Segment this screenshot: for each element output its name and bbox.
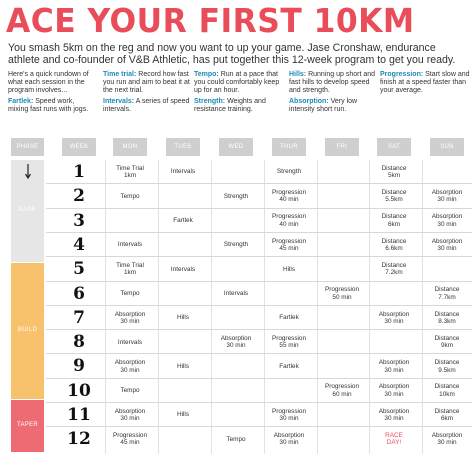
header-sun: SUN	[430, 138, 464, 156]
session-text: Distance	[381, 189, 407, 197]
session-text: 9km	[440, 342, 454, 350]
legend-term: Progression:	[380, 71, 424, 78]
session-cell-sat	[368, 432, 420, 447]
session-text: 55 min	[279, 342, 299, 350]
session-text: Absorption	[431, 432, 463, 440]
session-cell-mon	[104, 193, 156, 200]
session-cell-thur	[263, 363, 315, 370]
session-cell-tues	[157, 314, 209, 321]
session-text: Distance	[434, 383, 460, 391]
session-text: Fartlek	[173, 217, 193, 225]
session-cell-sun	[421, 383, 473, 398]
session-text: Distance	[434, 286, 460, 294]
session-cell-fri	[316, 383, 368, 398]
session-text: Distance	[381, 261, 407, 269]
session-text: 8.3km	[438, 317, 456, 325]
week-number: 8	[73, 332, 85, 353]
session-legend	[8, 71, 470, 128]
legend-term: Time trial:	[103, 71, 137, 78]
week-number: 5	[73, 259, 85, 280]
session-text: 45 min	[279, 245, 299, 253]
session-cell-thur	[263, 335, 315, 350]
column-divider	[211, 160, 212, 454]
legend-desc: Start slow and finish at a speed faster than your average.	[380, 71, 470, 95]
header-tues: TUES	[166, 138, 200, 156]
session-text: Intervals	[117, 338, 143, 346]
session-text: Strength	[276, 168, 302, 176]
legend-intervals	[103, 98, 191, 114]
column-divider	[317, 160, 318, 454]
intro-paragraph: You smash 5km on the reg and now you want to up your game. Jase Cronshaw, endurance athlete and co-founder of V&B Athletic, has put together this 12-week program to get you ready.	[8, 42, 456, 66]
session-cell-sat	[368, 262, 420, 277]
session-text: Progression	[324, 286, 360, 294]
session-text: 30 min	[120, 317, 140, 325]
row-divider	[46, 208, 472, 209]
week-number: 7	[73, 307, 85, 328]
session-cell-sun	[421, 432, 473, 447]
session-cell-sun	[421, 408, 473, 423]
session-cell-mon	[104, 311, 156, 326]
legend-tempo	[194, 71, 286, 96]
session-text: Distance	[434, 334, 460, 342]
phase-base-label: BASE	[18, 207, 37, 213]
week-number: 9	[73, 356, 85, 377]
session-text: Absorption	[114, 359, 146, 367]
session-cell-sat	[368, 359, 420, 374]
session-text: Distance	[434, 310, 460, 318]
session-text: Absorption	[114, 310, 146, 318]
session-text: Distance	[434, 359, 460, 367]
session-cell-thur	[263, 213, 315, 228]
session-cell-tues	[157, 363, 209, 370]
session-text: 30 min	[437, 439, 457, 447]
session-text: 10km	[439, 390, 455, 398]
row-divider	[46, 183, 472, 184]
week-number: 2	[73, 186, 85, 207]
session-text: Time Trial	[116, 164, 144, 172]
session-cell-sat	[368, 165, 420, 180]
session-text: Tempo	[226, 435, 246, 443]
session-cell-tues	[157, 217, 209, 224]
session-cell-mon	[104, 241, 156, 248]
legend-desc: Record how fast you run and aim to beat it at the next trial.	[103, 71, 190, 95]
phase-base-band	[11, 160, 44, 262]
session-text: Intervals	[170, 168, 196, 176]
header-wed: WED	[219, 138, 253, 156]
session-cell-sat	[368, 238, 420, 253]
session-text: Absorption	[114, 407, 146, 415]
session-text: Progression	[112, 432, 148, 440]
session-text: 30 min	[279, 439, 299, 447]
session-text: Distance	[381, 237, 407, 245]
header-thur: THUR	[272, 138, 306, 156]
session-text: Absorption	[378, 359, 410, 367]
session-cell-sun	[421, 238, 473, 253]
session-cell-sun	[421, 311, 473, 326]
session-text: 6.6km	[385, 245, 403, 253]
arrow-down-icon	[25, 164, 31, 179]
session-text: 30 min	[120, 366, 140, 374]
session-text: 30 min	[437, 196, 457, 204]
header-phase: PHASE	[11, 138, 44, 156]
session-text: Time Trial	[116, 261, 144, 269]
session-text: Intervals	[170, 265, 196, 273]
session-text: Strength	[223, 241, 249, 249]
row-divider	[46, 281, 472, 282]
header-mon: MON	[113, 138, 147, 156]
row-divider	[46, 353, 472, 354]
legend-desc: Weights and resistance training.	[194, 98, 266, 114]
session-text: Progression	[324, 383, 360, 391]
header-sat: SAT	[377, 138, 411, 156]
legend-absorption	[289, 98, 377, 114]
legend-term: Tempo:	[194, 71, 219, 78]
session-text: Strength	[223, 192, 249, 200]
session-text: 60 min	[332, 390, 352, 398]
legend-term: Hills:	[289, 71, 307, 78]
session-cell-sun	[421, 213, 473, 228]
session-cell-wed	[210, 436, 262, 443]
legend-desc: Speed work, mixing fast runs with jogs.	[8, 98, 89, 114]
session-cell-tues	[157, 168, 209, 175]
session-cell-tues	[157, 411, 209, 418]
row-divider	[46, 232, 472, 233]
session-text: 1km	[123, 269, 137, 277]
session-text: Distance	[434, 407, 460, 415]
session-cell-fri	[316, 286, 368, 301]
week-number: 3	[73, 210, 85, 231]
session-text: Hills	[282, 265, 296, 273]
session-cell-sun	[421, 359, 473, 374]
session-text: 45 min	[120, 439, 140, 447]
session-cell-mon	[104, 359, 156, 374]
session-text: 30 min	[384, 366, 404, 374]
session-cell-mon	[104, 339, 156, 346]
session-text: Intervals	[117, 241, 143, 249]
session-text: 6km	[387, 220, 401, 228]
session-text: 30 min	[384, 317, 404, 325]
training-table	[0, 138, 474, 456]
session-cell-mon	[104, 408, 156, 423]
legend-rundown: Here's a quick rundown of what each session in the program involves...	[8, 71, 89, 95]
legend-progression	[380, 71, 470, 96]
phase-taper-band	[11, 400, 44, 452]
session-text: Progression	[271, 189, 307, 197]
session-text: Tempo	[120, 387, 140, 395]
session-text: Absorption	[220, 334, 252, 342]
row-divider	[46, 305, 472, 306]
session-cell-thur	[263, 408, 315, 423]
week-number: 1	[73, 162, 85, 182]
session-text: 7.7km	[438, 293, 456, 301]
session-cell-sat	[368, 189, 420, 204]
page-title: ACE YOUR FIRST 10KM	[6, 1, 415, 40]
session-text: Fartlek	[279, 362, 299, 370]
session-cell-mon	[104, 432, 156, 447]
session-text: 30 min	[437, 220, 457, 228]
session-text: Hills	[176, 314, 190, 322]
session-text: Hills	[176, 411, 190, 419]
session-cell-sat	[368, 383, 420, 398]
legend-term: Absorption:	[289, 98, 329, 105]
session-text: Tempo	[120, 192, 140, 200]
session-text: Absorption	[273, 432, 305, 440]
session-cell-mon	[104, 262, 156, 277]
session-cell-mon	[104, 165, 156, 180]
week-number: 10	[67, 380, 91, 401]
session-text: 30 min	[437, 245, 457, 253]
session-text: 9.5km	[438, 366, 456, 374]
legend-desc: A series of speed intervals.	[103, 98, 190, 114]
session-cell-sat	[368, 311, 420, 326]
legend-desc: Run at a pace that you could comfortably keep up for an hour.	[194, 71, 280, 95]
legend-term: Fartlek:	[8, 98, 34, 105]
session-cell-thur	[263, 314, 315, 321]
session-text: Absorption	[431, 213, 463, 221]
session-text: 7.2km	[385, 269, 403, 277]
legend-hills	[289, 71, 377, 96]
legend-strength	[194, 98, 286, 114]
session-cell-mon	[104, 387, 156, 394]
session-text: Absorption	[431, 237, 463, 245]
row-divider	[46, 378, 472, 379]
session-cell-wed	[210, 290, 262, 297]
session-text: Absorption	[378, 310, 410, 318]
session-cell-sun	[421, 189, 473, 204]
session-cell-thur	[263, 168, 315, 175]
row-divider	[46, 256, 472, 257]
session-text: Absorption	[378, 407, 410, 415]
session-text: 40 min	[279, 220, 299, 228]
session-text: 50 min	[332, 293, 352, 301]
session-text: Progression	[271, 237, 307, 245]
session-text: 30 min	[279, 415, 299, 423]
row-divider	[46, 329, 472, 330]
legend-time-trial	[103, 71, 191, 96]
session-cell-mon	[104, 290, 156, 297]
phase-taper-label: TAPER	[16, 422, 39, 428]
week-number: 6	[73, 283, 85, 304]
session-text: Absorption	[378, 383, 410, 391]
session-text: 40 min	[279, 196, 299, 204]
session-cell-tues	[157, 266, 209, 273]
session-text: 30 min	[226, 342, 246, 350]
session-cell-thur	[263, 238, 315, 253]
session-text: Intervals	[223, 289, 249, 297]
session-text: 1km	[123, 172, 137, 180]
session-text: Hills	[176, 362, 190, 370]
session-cell-wed	[210, 335, 262, 350]
session-text: 6km	[440, 415, 454, 423]
session-text: Distance	[381, 213, 407, 221]
row-divider	[46, 402, 472, 403]
session-text: Fartlek	[279, 314, 299, 322]
week-number: 4	[73, 234, 85, 255]
session-cell-thur	[263, 432, 315, 447]
session-text: Distance	[381, 164, 407, 172]
header-week: WEEK	[62, 138, 96, 156]
session-cell-sun	[421, 286, 473, 301]
row-divider	[46, 426, 472, 427]
phase-build-label: BUILD	[17, 327, 38, 333]
week-number: 11	[67, 405, 91, 425]
session-text: DAY!	[386, 439, 402, 447]
phase-build-band	[11, 263, 44, 399]
session-text: Absorption	[431, 189, 463, 197]
session-cell-wed	[210, 193, 262, 200]
legend-desc: Running up short and fast hills to develop speed and strength.	[289, 71, 376, 95]
legend-fartlek	[8, 98, 94, 114]
session-text: Tempo	[120, 289, 140, 297]
session-text: Progression	[271, 334, 307, 342]
legend-term: Intervals:	[103, 98, 135, 105]
session-text: Progression	[271, 213, 307, 221]
legend-desc: Very low intensity short run.	[289, 98, 358, 114]
session-cell-sun	[421, 335, 473, 350]
column-divider	[158, 160, 159, 454]
header-fri: FRI	[325, 138, 359, 156]
session-cell-sat	[368, 408, 420, 423]
session-text: RACE	[385, 432, 403, 440]
week-number: 12	[67, 429, 91, 450]
session-text: 30 min	[120, 415, 140, 423]
session-cell-thur	[263, 266, 315, 273]
session-cell-sat	[368, 213, 420, 228]
session-text: 30 min	[384, 390, 404, 398]
session-text: 30 min	[384, 415, 404, 423]
session-text: Progression	[271, 407, 307, 415]
session-text: 5.5km	[385, 196, 403, 204]
session-text: 5km	[387, 172, 401, 180]
legend-term: Strength:	[194, 98, 226, 105]
session-cell-wed	[210, 241, 262, 248]
session-cell-thur	[263, 189, 315, 204]
